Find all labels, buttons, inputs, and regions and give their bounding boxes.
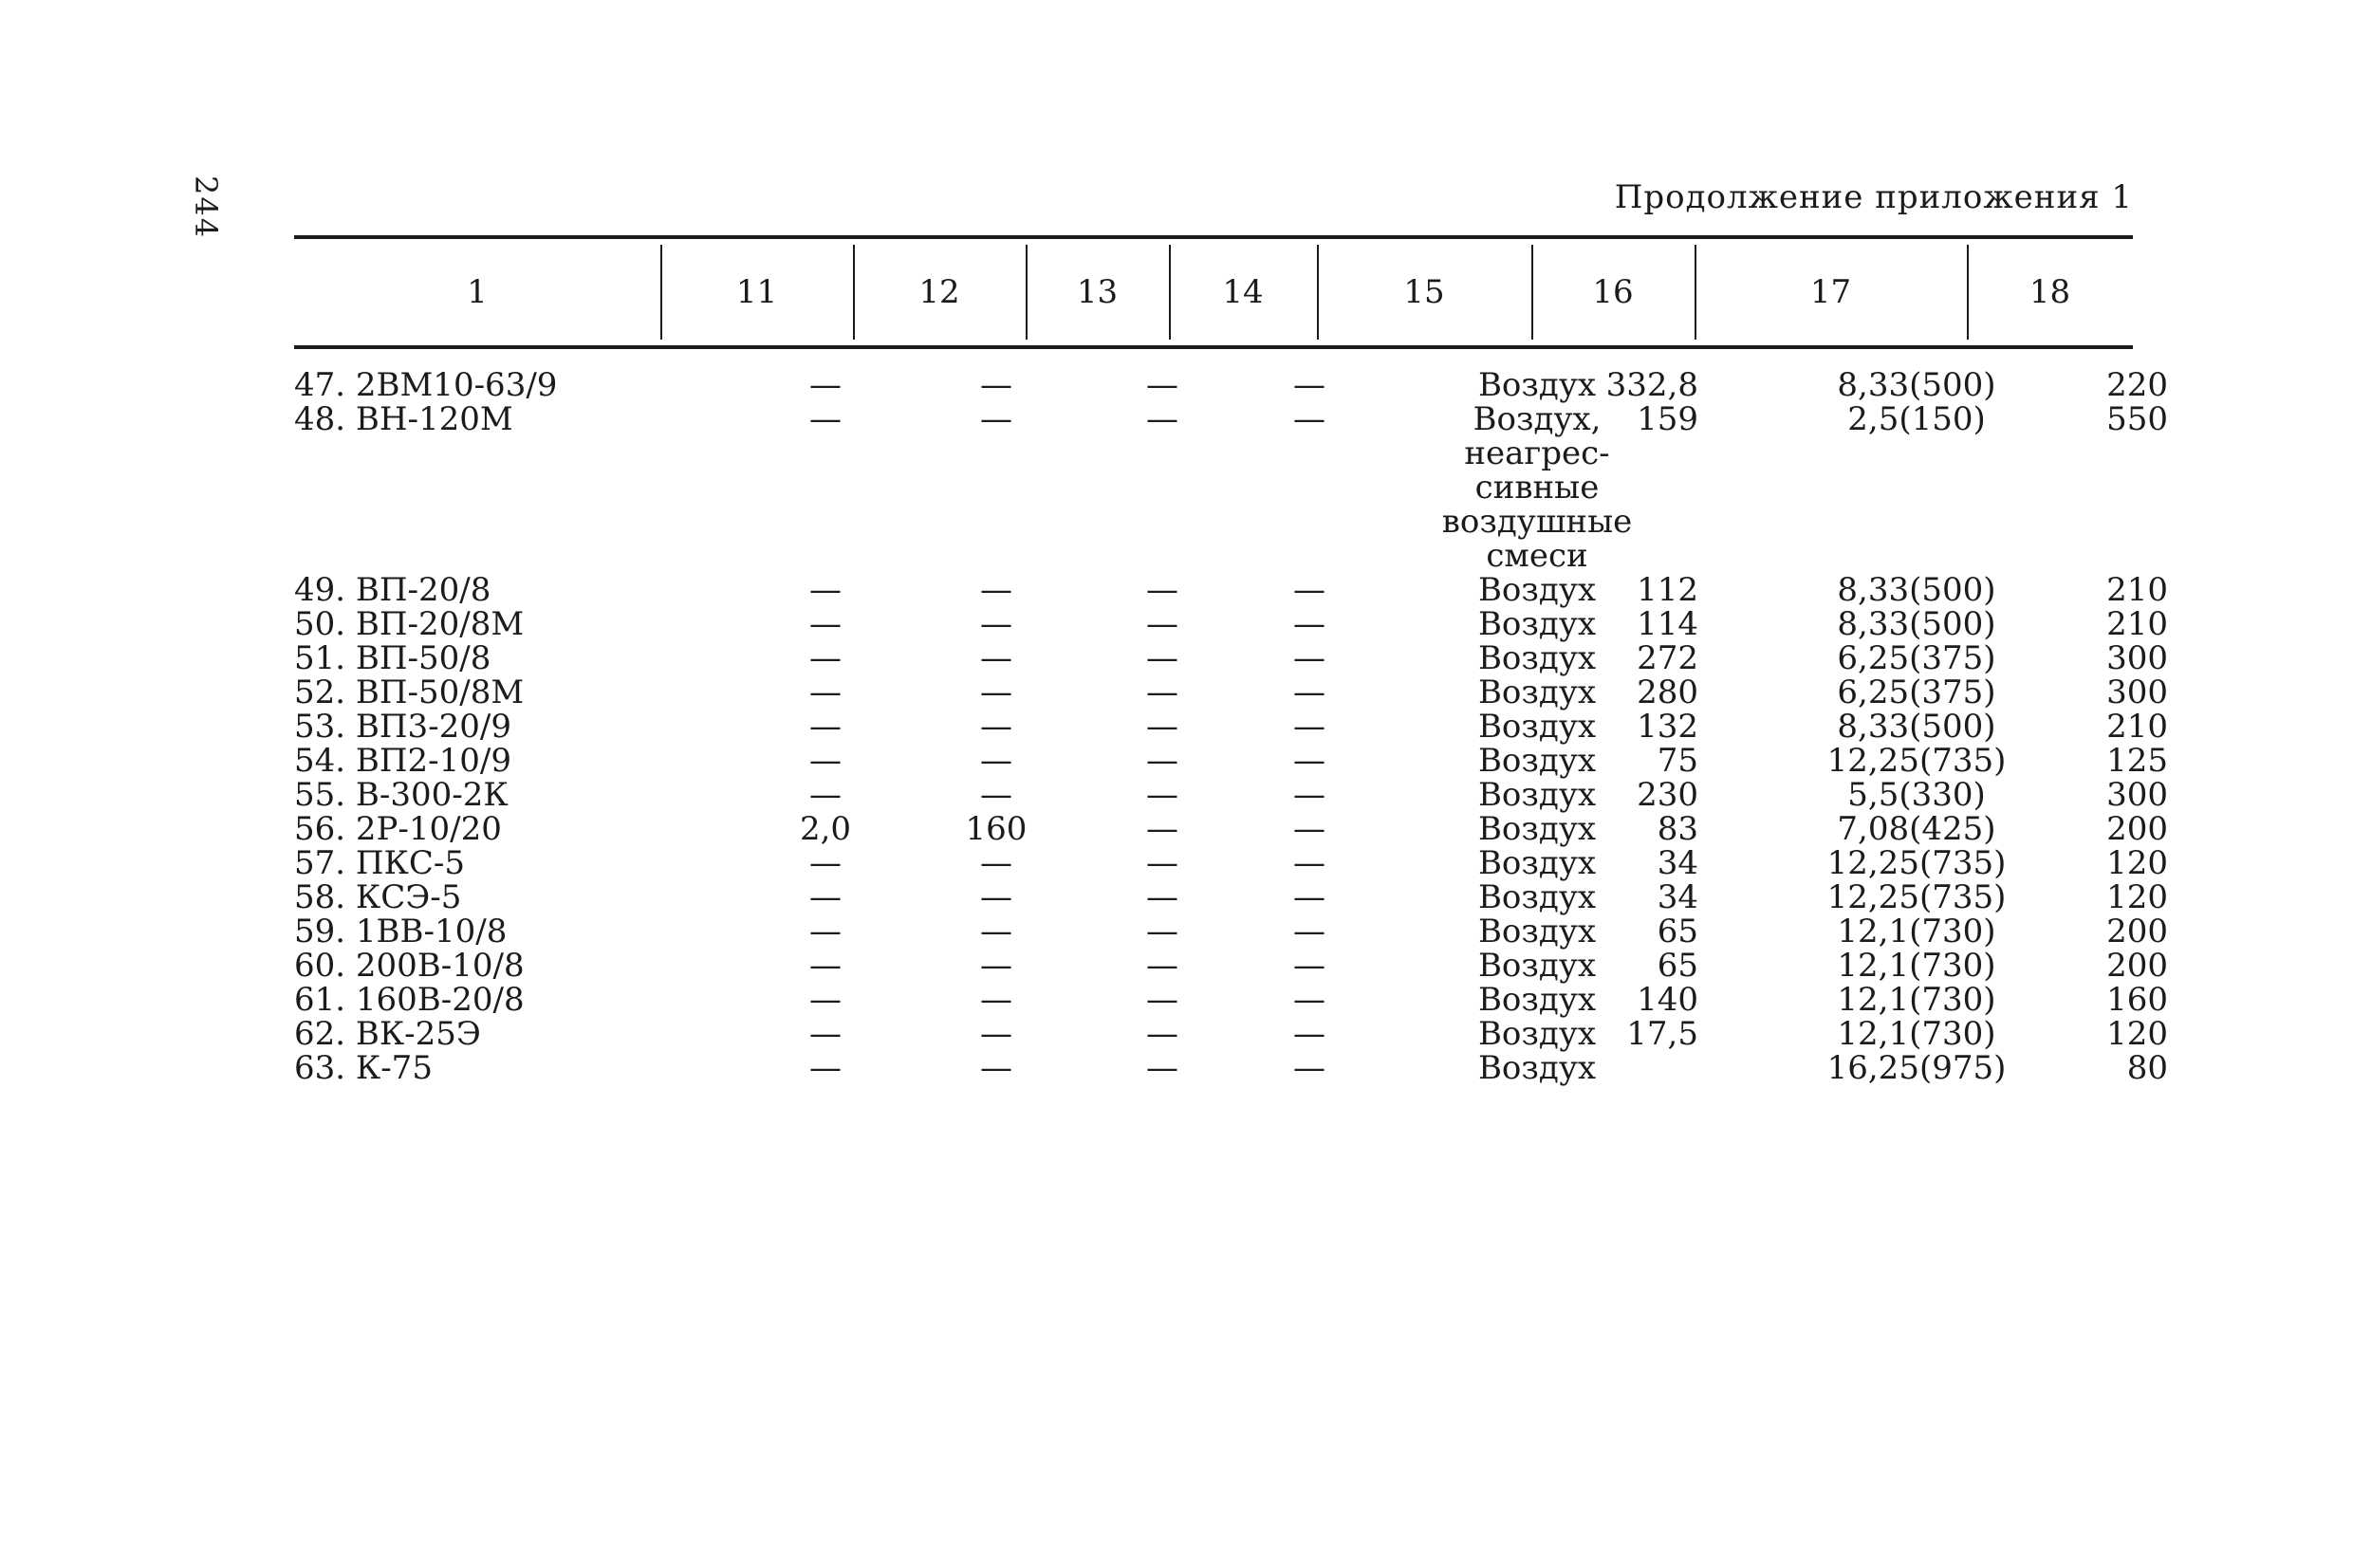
column-separator (853, 245, 855, 340)
cell-col-17: 8,33(500) (1837, 708, 1996, 746)
cell-col-14: — (1293, 673, 1325, 711)
column-separator (1026, 245, 1028, 340)
cell-col-11: — (809, 878, 842, 916)
equipment-name: 51. ВП-50/8 (294, 639, 491, 677)
cell-col-14: — (1293, 844, 1325, 882)
cell-col-16: 34 (1657, 878, 1698, 916)
cell-col-12: 160 (965, 810, 1028, 848)
table-header (294, 239, 2133, 345)
cell-col-18: 220 (2106, 366, 2168, 404)
cell-col-13: — (1146, 400, 1178, 438)
column-header-15: 15 (1403, 273, 1445, 311)
column-header-14: 14 (1222, 273, 1264, 311)
column-header-16: 16 (1592, 273, 1634, 311)
cell-col-18: 80 (2126, 1049, 2168, 1087)
cell-col-13: — (1146, 605, 1178, 643)
cell-col-12: — (980, 708, 1012, 746)
cell-col-17: 8,33(500) (1837, 571, 1996, 609)
cell-col-14: — (1293, 776, 1325, 814)
medium-line: Воздух (1477, 844, 1597, 882)
equipment-name: 56. 2Р-10/20 (294, 810, 502, 848)
column-separator (660, 245, 662, 340)
cell-col-13: — (1146, 571, 1178, 609)
cell-col-12: — (980, 913, 1012, 950)
continuation-title: Продолжение приложения 1 (1614, 178, 2133, 216)
cell-col-18: 200 (2106, 947, 2168, 985)
cell-col-13: — (1146, 639, 1178, 677)
cell-col-17: 12,25(735) (1826, 878, 2007, 916)
cell-col-11: — (809, 366, 842, 404)
cell-col-14: — (1293, 810, 1325, 848)
cell-col-17: 16,25(975) (1826, 1049, 2007, 1087)
cell-col-18: 300 (2106, 776, 2168, 814)
table-row (294, 639, 2168, 677)
column-separator (1169, 245, 1171, 340)
cell-col-14: — (1293, 913, 1325, 950)
cell-col-16: 280 (1637, 673, 1698, 711)
cell-col-16: 17,5 (1626, 1015, 1698, 1053)
table-row (294, 913, 2168, 950)
cell-col-16: 65 (1657, 947, 1698, 985)
cell-col-17: 12,1(730) (1837, 913, 1996, 950)
cell-col-16: 83 (1657, 810, 1698, 848)
cell-col-11: — (809, 673, 842, 711)
cell-col-12: — (980, 400, 1012, 438)
equipment-name: 53. ВП3-20/9 (294, 708, 511, 746)
cell-col-13: — (1146, 1015, 1178, 1053)
equipment-name: 61. 160В-20/8 (294, 981, 525, 1019)
equipment-name: 60. 200В-10/8 (294, 947, 525, 985)
cell-col-11: — (809, 947, 842, 985)
cell-col-14: — (1293, 605, 1325, 643)
cell-col-13: — (1146, 947, 1178, 985)
column-header-11: 11 (735, 273, 778, 311)
table-header-rule (294, 345, 2133, 349)
cell-col-18: 300 (2106, 673, 2168, 711)
equipment-name: 59. 1ВВ-10/8 (294, 913, 508, 950)
medium-line: неагрес- (1464, 434, 1610, 472)
cell-col-17: 12,1(730) (1837, 1015, 1996, 1053)
equipment-name: 57. ПКС-5 (294, 844, 465, 882)
cell-col-13: — (1146, 708, 1178, 746)
cell-col-18: 125 (2106, 742, 2168, 780)
cell-col-16: 114 (1637, 605, 1698, 643)
cell-col-11: 2,0 (799, 810, 852, 848)
cell-col-14: — (1293, 400, 1325, 438)
medium-line: Воздух (1477, 571, 1597, 609)
cell-col-13: — (1146, 878, 1178, 916)
column-header-18: 18 (2029, 273, 2071, 311)
cell-col-16: 112 (1637, 571, 1698, 609)
column-separator (1317, 245, 1319, 340)
cell-col-13: — (1146, 742, 1178, 780)
table-row (294, 810, 2168, 848)
cell-col-11: — (809, 981, 842, 1019)
cell-col-11: — (809, 400, 842, 438)
cell-col-17: 8,33(500) (1837, 605, 1996, 643)
cell-col-13: — (1146, 1049, 1178, 1087)
cell-col-18: 550 (2106, 400, 2168, 438)
medium-line: Воздух (1477, 605, 1597, 643)
cell-col-18: 200 (2106, 810, 2168, 848)
table-row (294, 776, 2168, 814)
cell-col-12: — (980, 571, 1012, 609)
cell-col-11: — (809, 571, 842, 609)
medium-line: Воздух (1477, 366, 1597, 404)
medium-line: Воздух (1477, 981, 1597, 1019)
cell-col-17: 12,25(735) (1826, 844, 2007, 882)
column-separator (1531, 245, 1533, 340)
cell-col-11: — (809, 913, 842, 950)
equipment-name: 62. ВК-25Э (294, 1015, 481, 1053)
table-row (294, 400, 2168, 575)
cell-col-18: 200 (2106, 913, 2168, 950)
equipment-name: 47. 2ВМ10-63/9 (294, 366, 558, 404)
cell-col-11: — (809, 776, 842, 814)
table-row (294, 1015, 2168, 1053)
medium-line: смеси (1486, 537, 1588, 575)
table-row (294, 844, 2168, 882)
cell-col-11: — (809, 639, 842, 677)
cell-col-17: 12,1(730) (1837, 947, 1996, 985)
medium-line: Воздух (1477, 708, 1597, 746)
equipment-name: 48. ВН-120М (294, 400, 513, 438)
cell-col-18: 210 (2106, 708, 2168, 746)
cell-col-17: 8,33(500) (1837, 366, 1996, 404)
column-header-17: 17 (1809, 273, 1852, 311)
column-header-12: 12 (918, 273, 960, 311)
cell-col-11: — (809, 742, 842, 780)
medium-line: Воздух (1477, 1015, 1597, 1053)
column-header-13: 13 (1076, 273, 1119, 311)
cell-col-14: — (1293, 981, 1325, 1019)
cell-col-18: 210 (2106, 571, 2168, 609)
data-table (294, 235, 2168, 1146)
cell-col-18: 120 (2106, 844, 2168, 882)
cell-col-16: 140 (1637, 981, 1698, 1019)
cell-col-12: — (980, 947, 1012, 985)
cell-col-12: — (980, 1015, 1012, 1053)
cell-col-12: — (980, 878, 1012, 916)
cell-col-13: — (1146, 366, 1178, 404)
cell-col-18: 210 (2106, 605, 2168, 643)
cell-col-16: 34 (1657, 844, 1698, 882)
equipment-name: 52. ВП-50/8М (294, 673, 525, 711)
equipment-name: 58. КСЭ-5 (294, 878, 462, 916)
cell-col-14: — (1293, 947, 1325, 985)
cell-col-17: 5,5(330) (1847, 776, 1986, 814)
cell-col-14: — (1293, 708, 1325, 746)
cell-col-14: — (1293, 571, 1325, 609)
cell-col-18: 120 (2106, 878, 2168, 916)
cell-col-12: — (980, 605, 1012, 643)
cell-col-17: 6,25(375) (1837, 639, 1996, 677)
medium-line: Воздух (1477, 913, 1597, 950)
cell-col-14: — (1293, 1015, 1325, 1053)
cell-col-16: 159 (1637, 400, 1698, 438)
cell-col-14: — (1293, 1049, 1325, 1087)
table-row (294, 366, 2168, 404)
table-body (294, 366, 2168, 1146)
medium-line: Воздух (1477, 742, 1597, 780)
table-row (294, 673, 2168, 711)
cell-col-13: — (1146, 913, 1178, 950)
medium-line: Воздух (1477, 1049, 1597, 1087)
medium-line: Воздух (1477, 947, 1597, 985)
table-row (294, 708, 2168, 746)
equipment-name: 49. ВП-20/8 (294, 571, 491, 609)
cell-col-14: — (1293, 742, 1325, 780)
medium-line: воздушные (1441, 503, 1633, 541)
cell-col-12: — (980, 673, 1012, 711)
cell-col-12: — (980, 776, 1012, 814)
cell-col-15 (1338, 1051, 1736, 1085)
equipment-name: 50. ВП-20/8М (294, 605, 525, 643)
medium-line: Воздух, (1473, 400, 1602, 438)
cell-col-13: — (1146, 844, 1178, 882)
cell-col-14: — (1293, 639, 1325, 677)
cell-col-17: 6,25(375) (1837, 673, 1996, 711)
medium-line: Воздух (1477, 810, 1597, 848)
table-row (294, 571, 2168, 609)
medium-line: Воздух (1477, 639, 1597, 677)
cell-col-12: — (980, 844, 1012, 882)
cell-col-17: 12,1(730) (1837, 981, 1996, 1019)
cell-col-16: 75 (1657, 742, 1698, 780)
table-row (294, 605, 2168, 643)
cell-col-12: — (980, 742, 1012, 780)
cell-col-13: — (1146, 776, 1178, 814)
cell-col-18: 300 (2106, 639, 2168, 677)
table-row (294, 1049, 2168, 1087)
equipment-name: 55. В-300-2К (294, 776, 509, 814)
cell-col-12: — (980, 366, 1012, 404)
cell-col-13: — (1146, 810, 1178, 848)
column-header-1: 1 (467, 273, 488, 311)
cell-col-16: 332,8 (1605, 366, 1698, 404)
cell-col-11: — (809, 605, 842, 643)
column-separator (1967, 245, 1969, 340)
medium-line: Воздух (1477, 673, 1597, 711)
cell-col-16: 230 (1637, 776, 1698, 814)
cell-col-14: — (1293, 366, 1325, 404)
cell-col-12: — (980, 639, 1012, 677)
cell-col-17: 12,25(735) (1826, 742, 2007, 780)
cell-col-17: 2,5(150) (1847, 400, 1986, 438)
cell-col-13: — (1146, 673, 1178, 711)
table-row (294, 742, 2168, 780)
cell-col-17: 7,08(425) (1837, 810, 1996, 848)
cell-col-11: — (809, 844, 842, 882)
cell-col-13: — (1146, 981, 1178, 1019)
table-row (294, 947, 2168, 985)
cell-col-18: 120 (2106, 1015, 2168, 1053)
cell-col-14: — (1293, 878, 1325, 916)
cell-col-11: — (809, 1015, 842, 1053)
table-row (294, 878, 2168, 916)
medium-line: Воздух (1477, 878, 1597, 916)
cell-col-16: 132 (1637, 708, 1698, 746)
cell-col-16: 65 (1657, 913, 1698, 950)
table-row (294, 981, 2168, 1019)
equipment-name: 54. ВП2-10/9 (294, 742, 511, 780)
cell-col-16: 272 (1637, 639, 1698, 677)
cell-col-11: — (809, 1049, 842, 1087)
cell-col-12: — (980, 981, 1012, 1019)
medium-line: сивные (1474, 469, 1600, 507)
equipment-name: 63. К-75 (294, 1049, 433, 1087)
column-separator (1695, 245, 1696, 340)
cell-col-11: — (809, 708, 842, 746)
medium-line: Воздух (1477, 776, 1597, 814)
cell-col-12: — (980, 1049, 1012, 1087)
cell-col-18: 160 (2106, 981, 2168, 1019)
page-number: 244 (188, 175, 224, 240)
